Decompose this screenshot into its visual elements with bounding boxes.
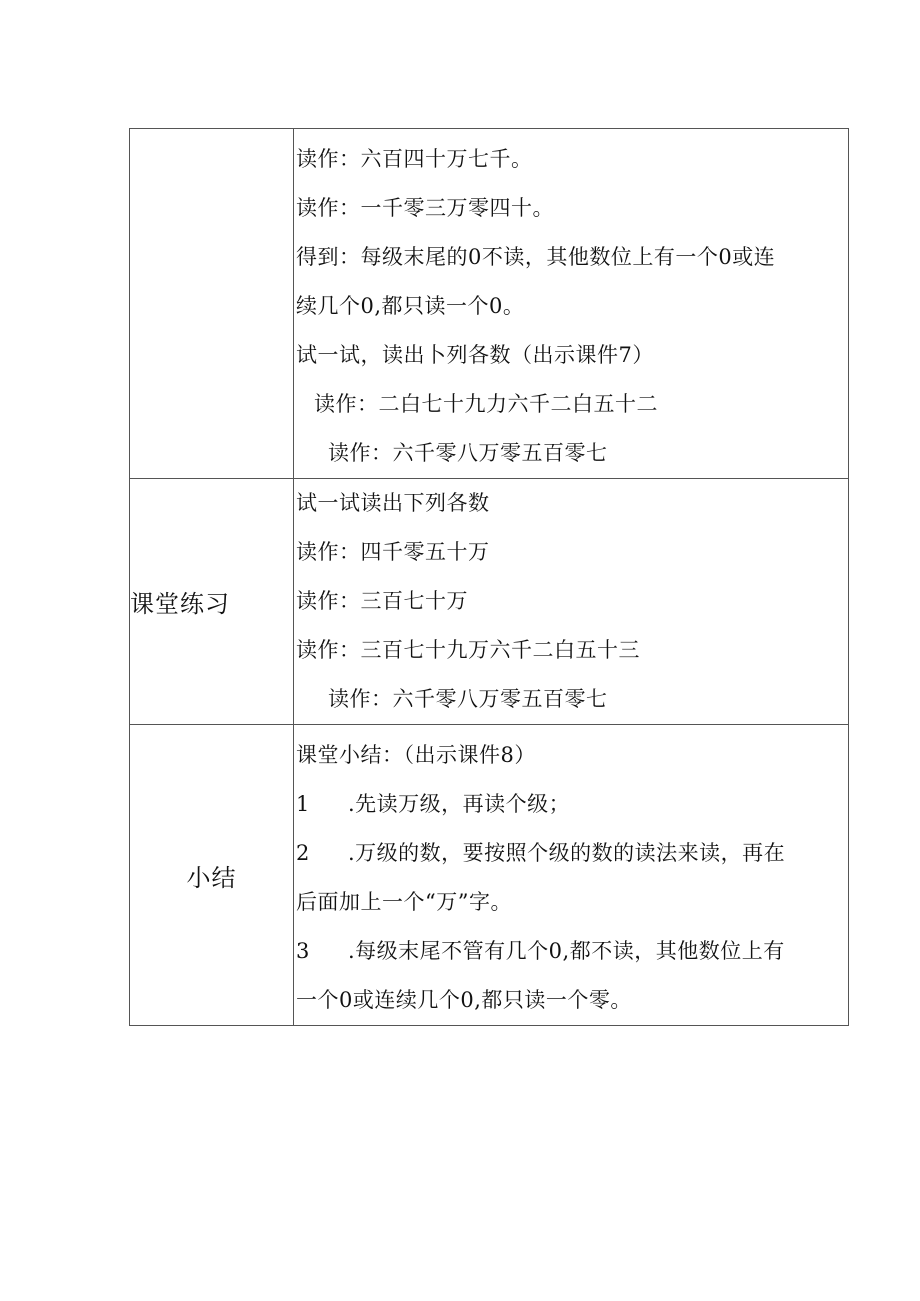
row-label-cell (130, 129, 294, 479)
content-line: 试一试读出下列各数 (296, 491, 490, 515)
row-label-cell (130, 479, 294, 725)
lesson-table (129, 128, 849, 1026)
content-line: 后面加上一个“万”字。 (296, 890, 512, 914)
content-line: 试一试，读出卜列各数（出示课件7） (296, 343, 654, 367)
row-label-cell (130, 725, 294, 1026)
list-number: 3 (296, 939, 310, 963)
content-line: 读作：一千零三万零四十。 (296, 196, 554, 220)
list-text: .万级的数，要按照个级的数的读法来读，再在 (348, 841, 786, 865)
content-line: 一个0或连续几个0,都只读一个零。 (296, 988, 632, 1012)
row-label: 课堂练习 (130, 590, 230, 618)
content-line: 得到：每级末尾的0不读，其他数位上有一个0或连 (296, 245, 776, 269)
row-label: 小结 (186, 863, 237, 892)
numbered-line (296, 829, 848, 878)
table-row (130, 725, 849, 1026)
list-text: .先读万级，再读个级； (348, 792, 571, 816)
numbered-line (296, 927, 848, 976)
content-line: 读作：三百七十万 (296, 589, 468, 613)
content-line: 读作：六千零八万零五百零七 (328, 687, 608, 711)
content-line: 课堂小结：（出示课件8） (296, 743, 536, 767)
content-line: 读作：四千零五十万 (296, 540, 490, 564)
content-line: 读作：二白七十九力六千二白五十二 (314, 392, 658, 416)
list-text: .每级末尾不管有几个0,都不读，其他数位上有 (348, 939, 785, 963)
row-content-cell (294, 129, 849, 479)
row-content-cell (294, 479, 849, 725)
content-line: 读作：三百七十九万六千二白五十三 (296, 638, 640, 662)
table-row (130, 479, 849, 725)
list-number: 1 (296, 792, 310, 816)
content-line: 读作：六千零八万零五百零七 (328, 441, 608, 465)
row-content-cell (294, 725, 849, 1026)
content-line: 读作：六百四十万七千。 (296, 147, 533, 171)
content-line: 续几个0,都只读一个0。 (296, 294, 525, 318)
list-number: 2 (296, 841, 310, 865)
table-row (130, 129, 849, 479)
numbered-line (296, 780, 848, 829)
